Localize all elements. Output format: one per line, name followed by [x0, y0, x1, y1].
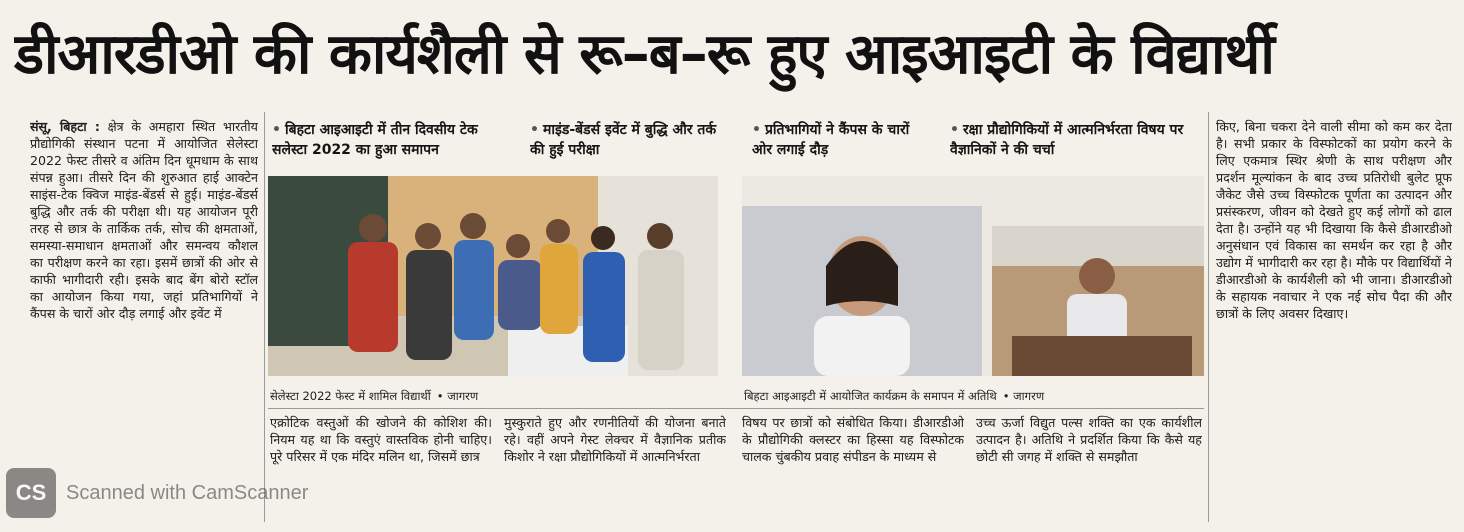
caption-source: • जागरण — [436, 389, 479, 403]
column-bottom-1: एक्रोटिक वस्तुओं की खोजने की कोशिश की। नियम यह था कि वस्तुएं वास्तविक होनी चाहिए। पूरे परिसर में एक मंदिर मलिन था, जिसमें छात्र — [270, 415, 492, 464]
dateline: संसू, बिहटा : — [30, 119, 100, 134]
caption-source: • जागरण — [1002, 389, 1045, 403]
kicker-text: प्रतिभागियों ने कैंपस के चारों ओर लगाई दौड़ — [752, 122, 910, 158]
scanner-watermark — [6, 468, 426, 518]
caption-divider — [268, 408, 1204, 409]
column-left-text: क्षेत्र के अमहारा स्थित भारतीय प्रौद्योगिकी संस्थान पटना में आयोजित सेलेस्टा 2022 फेस्ट तीसरे व अंतिम दिन धूमधाम के साथ संपन्न हुआ। तीसरे दिन की शुरुआत हाई आक्टेन साइंस-टेक क्विज माइंड-बेंडर्स से हुई। माइंड-बेंडर्स बुद्धि और तर्क की परीक्षा थी। यह आयोजन पूरी तरह से छात्र के तार्किक तर्क, सोच की क्षमताओं, समस्या-समाधान क्षमताओं और समन्वय कौशल का परीक्षण करने का रहा। इसमें छात्रों की ओर से काफी भागीदारी रही। इसके बाद बेंग बोरो स्टॉल का आयोजन किया गया, जहां प्रतिभागियों ने कैंपस के चारों ओर दौड़ लगाई और इवेंट में — [30, 119, 258, 321]
column-divider — [1208, 112, 1209, 522]
guest-photo-illustration — [742, 176, 1204, 376]
camscanner-logo-icon: CS — [6, 468, 56, 518]
caption-text: सेलेस्टा 2022 फेस्ट में शामिल विद्यार्थी — [270, 389, 431, 403]
column-bottom-2: मुस्कुराते हुए और रणनीतियों की योजना बनाते रहे। वहीं अपने गेस्ट लेक्चर में वैज्ञानिक प्रतीक किशोर ने रक्षा प्रौद्योगिकियों में आत्मनिर्भरता — [504, 415, 726, 464]
bullet-icon: • — [752, 122, 761, 138]
kicker-3 — [752, 120, 932, 164]
students-photo-illustration — [268, 176, 718, 376]
column-right: किए, बिना चकरा देने वाली सीमा को कम कर देता है। सभी प्रकार के विस्फोटकों का प्रयोग करने के लिए एकमात्र स्थिर श्रेणी के साथ परीक्षण और प्रदर्शन मूल्यांकन के बाद उच्च प्रतिरोधी बुलेट प्रूफ जैकेट जैसे उच्च विस्फोटक पूर्णता का उत्पादन और प्रसंस्करण, जीवन को देखते हुए कई लोगों को ढाल देता है। उन्होंने यह भी दिखाया कि कैसे डीआरडीओ अनुसंधान एवं विकास का समर्थन कर रहा है और उद्योग में भागीदारी कर रहा है। मौके पर विद्यार्थियों ने डीआरडीओ के कार्यशैली को भी जाना। डीआरडीओ के सहायक नवाचार ने एक नई सोच पैदा की और छात्रों के लिए अवसर दिखाए। — [1216, 119, 1452, 321]
bullet-icon: • — [950, 122, 959, 138]
watermark-text: Scanned with CamScanner — [66, 481, 309, 504]
photo-students — [268, 176, 718, 376]
kicker-4 — [950, 120, 1190, 164]
kicker-text: रक्षा प्रौद्योगिकियों में आत्मनिर्भरता विषय पर वैज्ञानिकों ने की चर्चा — [950, 122, 1184, 158]
photo-guest-caption — [744, 388, 1200, 404]
kicker-text: माइंड-बेंडर्स इवेंट में बुद्धि और तर्क की हुई परीक्षा — [530, 122, 717, 158]
bullet-icon: • — [272, 122, 281, 138]
kicker-1 — [272, 120, 512, 164]
kicker-text: बिहटा आइआइटी में तीन दिवसीय टेक सलेस्टा 2022 का हुआ समापन — [272, 122, 478, 158]
kicker-2 — [530, 120, 730, 164]
column-bottom-4: उच्च ऊर्जा विद्युत पल्स शक्ति का एक कार्यशील उत्पादन है। अतिथि ने प्रदर्शित किया कि कैसे यह छोटी सी जगह में शक्ति से समझौता — [976, 415, 1202, 464]
bullet-icon: • — [530, 122, 539, 138]
caption-text: बिहटा आइआइटी में आयोजित कार्यक्रम के समापन में अतिथि — [744, 389, 997, 403]
column-divider — [264, 112, 265, 522]
photo-guest — [742, 176, 1204, 376]
column-bottom-3: विषय पर छात्रों को संबोधित किया। डीआरडीओ के प्रौद्योगिकी क्लस्टर का हिस्सा यह विस्फोटक चालक चुंबकीय प्रवाह संपीडन के माध्यम से — [742, 415, 964, 464]
photo-students-caption — [270, 388, 710, 404]
column-left — [30, 118, 258, 508]
headline: डीआरडीओ की कार्यशैली से रू–ब–रू हुए आइआइटी के विद्यार्थी — [14, 22, 1274, 87]
